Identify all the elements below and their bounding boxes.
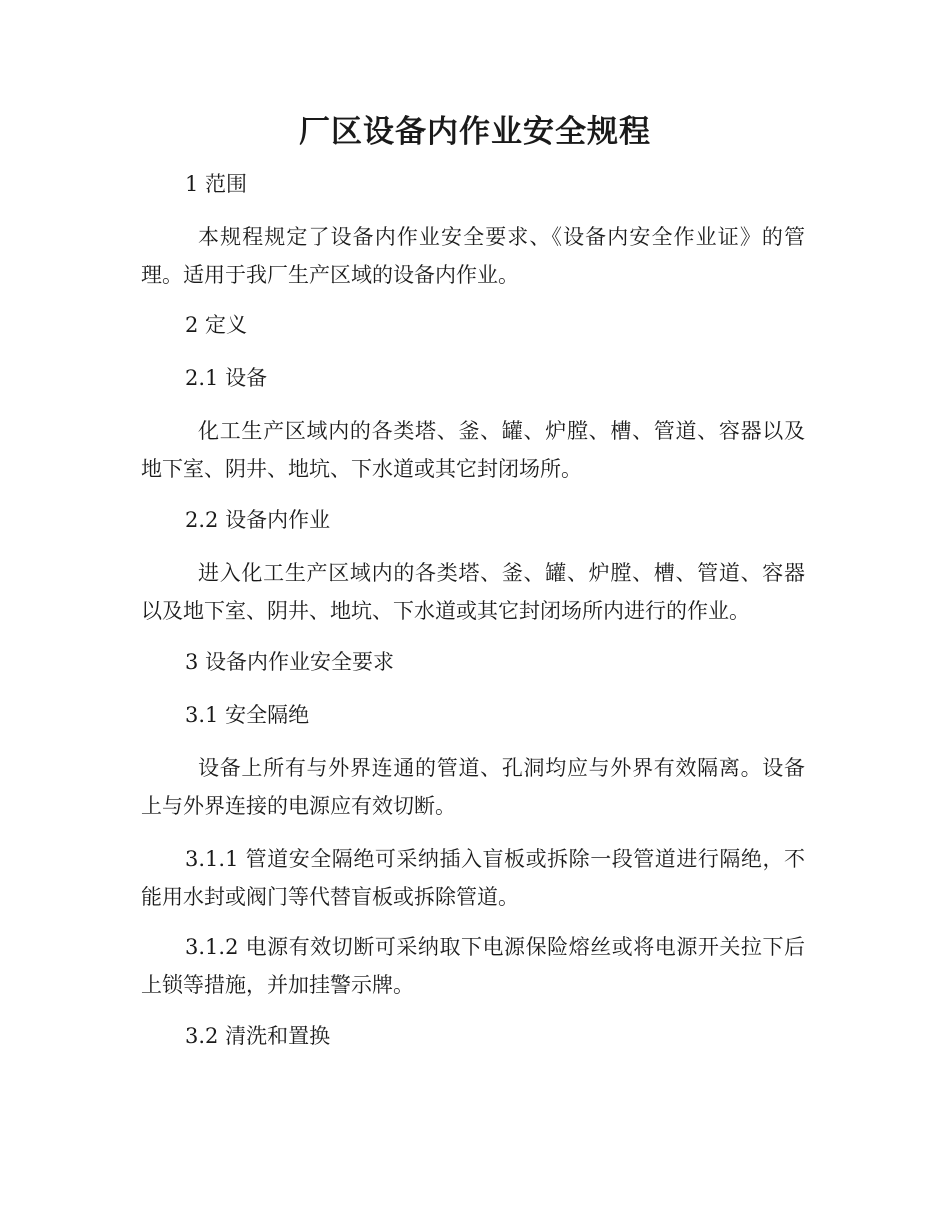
section-heading-scope: 1 范围 — [185, 172, 248, 196]
section-heading-isolation: 3.1 安全隔绝 — [185, 703, 310, 727]
paragraph-scope: 本规程规定了设备内作业安全要求、《设备内安全作业证》的管理。适用于我厂生产区域的设备内作业。 — [141, 225, 805, 287]
section-heading-in-equipment-work: 2.2 设备内作业 — [185, 508, 331, 532]
section-heading-equipment: 2.1 设备 — [185, 366, 268, 390]
section-heading-safety-requirements: 3 设备内作业安全要求 — [185, 650, 395, 674]
section-heading-cleaning-replacement: 3.2 清洗和置换 — [185, 1024, 331, 1048]
document-title: 厂区设备内作业安全规程 — [299, 114, 651, 150]
section-heading-definitions: 2 定义 — [185, 313, 248, 337]
paragraph-in-equipment-work: 进入化工生产区域内的各类塔、釜、罐、炉膛、槽、管道、容器以及地下室、阴井、地坑、下水道或其它封闭场所内进行的作业。 — [141, 561, 805, 623]
paragraph-pipeline-isolation: 3.1.1 管道安全隔绝可采纳插入盲板或拆除一段管道进行隔绝，不能用水封或阀门等代替盲板或拆除管道。 — [141, 847, 805, 909]
paragraph-isolation: 设备上所有与外界连通的管道、孔洞均应与外界有效隔离。设备上与外界连接的电源应有效切断。 — [141, 756, 805, 818]
paragraph-power-cutoff: 3.1.2 电源有效切断可采纳取下电源保险熔丝或将电源开关拉下后上锁等措施，并加挂警示牌。 — [141, 935, 805, 997]
paragraph-equipment: 化工生产区域内的各类塔、釜、罐、炉膛、槽、管道、容器以及地下室、阴井、地坑、下水道或其它封闭场所。 — [141, 419, 805, 481]
